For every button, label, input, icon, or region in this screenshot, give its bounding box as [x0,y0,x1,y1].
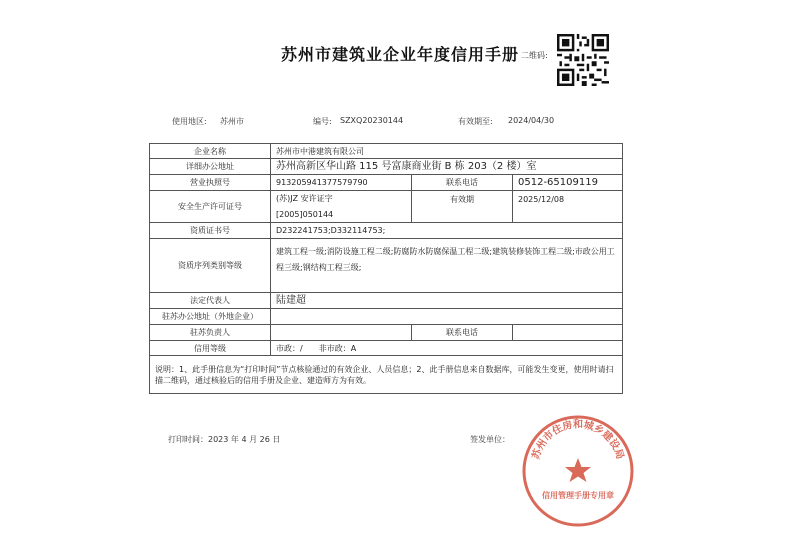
company-name-value: 苏州市中港建筑有限公司 [271,144,623,159]
credit-info-table [149,143,623,394]
safety-permit-line2: [2005]050144 [276,210,334,219]
table-row [150,159,623,175]
print-time: 打印时间：2023 年 4 月 26 日 [168,435,281,444]
table-row [150,341,623,356]
region-value: 苏州市 [220,117,244,126]
table-row [150,325,623,341]
svg-text:苏州市住房和城乡建设局 [529,418,627,461]
phone-label: 联系电话 [412,175,513,191]
safety-permit-line1: (苏)JZ 安许证字 [276,194,333,203]
table-row [150,175,623,191]
address-label: 详细办公地址 [150,159,271,175]
valid-until-label: 有效期至: [458,117,493,126]
page-title: 苏州市建筑业企业年度信用手册 [280,45,519,64]
branch-phone-label: 联系电话 [412,325,513,341]
license-label: 营业执照号 [150,175,271,191]
valid-until-value: 2024/04/30 [508,116,555,125]
number-value: SZXQ20230144 [340,116,404,125]
safety-valid-value: 2025/12/08 [513,191,623,223]
seal-outer-text: 苏州市住房和城乡建设局 [530,419,626,461]
qualification-list-label: 资质序列类别等级 [150,239,271,293]
branch-head-value [271,325,412,341]
qualification-cert-value: D232241753;D332114753; [271,223,623,239]
seal-inner-text: 信用管理手册专用章 [542,491,614,500]
qualification-list-value: 建筑工程一级;消防设施工程二级;防腐防水防腐保温工程二级;建筑装修装饰工程二级;市政公用工程三级;钢结构工程三级; [271,239,623,293]
branch-head-label: 驻苏负责人 [150,325,271,341]
legal-rep-value: 陆建超 [271,293,623,309]
address-value: 苏州高新区华山路 115 号富康商业街 B 栋 203（2 楼）室 [271,159,623,175]
note-text: 说明：1、此手册信息为“打印时间”节点核验通过的有效企业、人员信息；2、此手册信息来自数据库，可能发生变更，使用时请扫描二维码，通过核验后的信用手册及企业、建造师方为有效。 [150,356,623,394]
qr-code-icon[interactable] [557,34,609,86]
legal-rep-label: 法定代表人 [150,293,271,309]
company-name-label: 企业名称 [150,144,271,159]
branch-address-value [271,309,623,325]
safety-valid-label: 有效期 [412,191,513,223]
safety-permit-value [271,191,412,223]
license-value: 913205941377579790 [271,175,412,191]
table-row [150,144,623,159]
safety-permit-label: 安全生产许可证号 [150,191,271,223]
table-row [150,223,623,239]
credit-rating-value: 市政：/ 非市政：A [271,341,623,356]
qualification-cert-label: 资质证书号 [150,223,271,239]
table-row [150,309,623,325]
table-row [150,356,623,394]
table-row [150,293,623,309]
branch-address-label: 驻苏办公地址（外地企业） [150,309,271,325]
table-row [150,239,623,293]
official-seal [521,414,635,528]
credit-rating-label: 信用等级 [150,341,271,356]
branch-phone-value [513,325,623,341]
table-row [150,191,623,223]
issuer-label: 签发单位： [470,435,510,444]
phone-value: 0512-65109119 [513,175,623,191]
number-label: 编号: [313,117,332,126]
qr-code-label: 二维码: [521,51,548,60]
region-label: 使用地区: [172,117,207,126]
